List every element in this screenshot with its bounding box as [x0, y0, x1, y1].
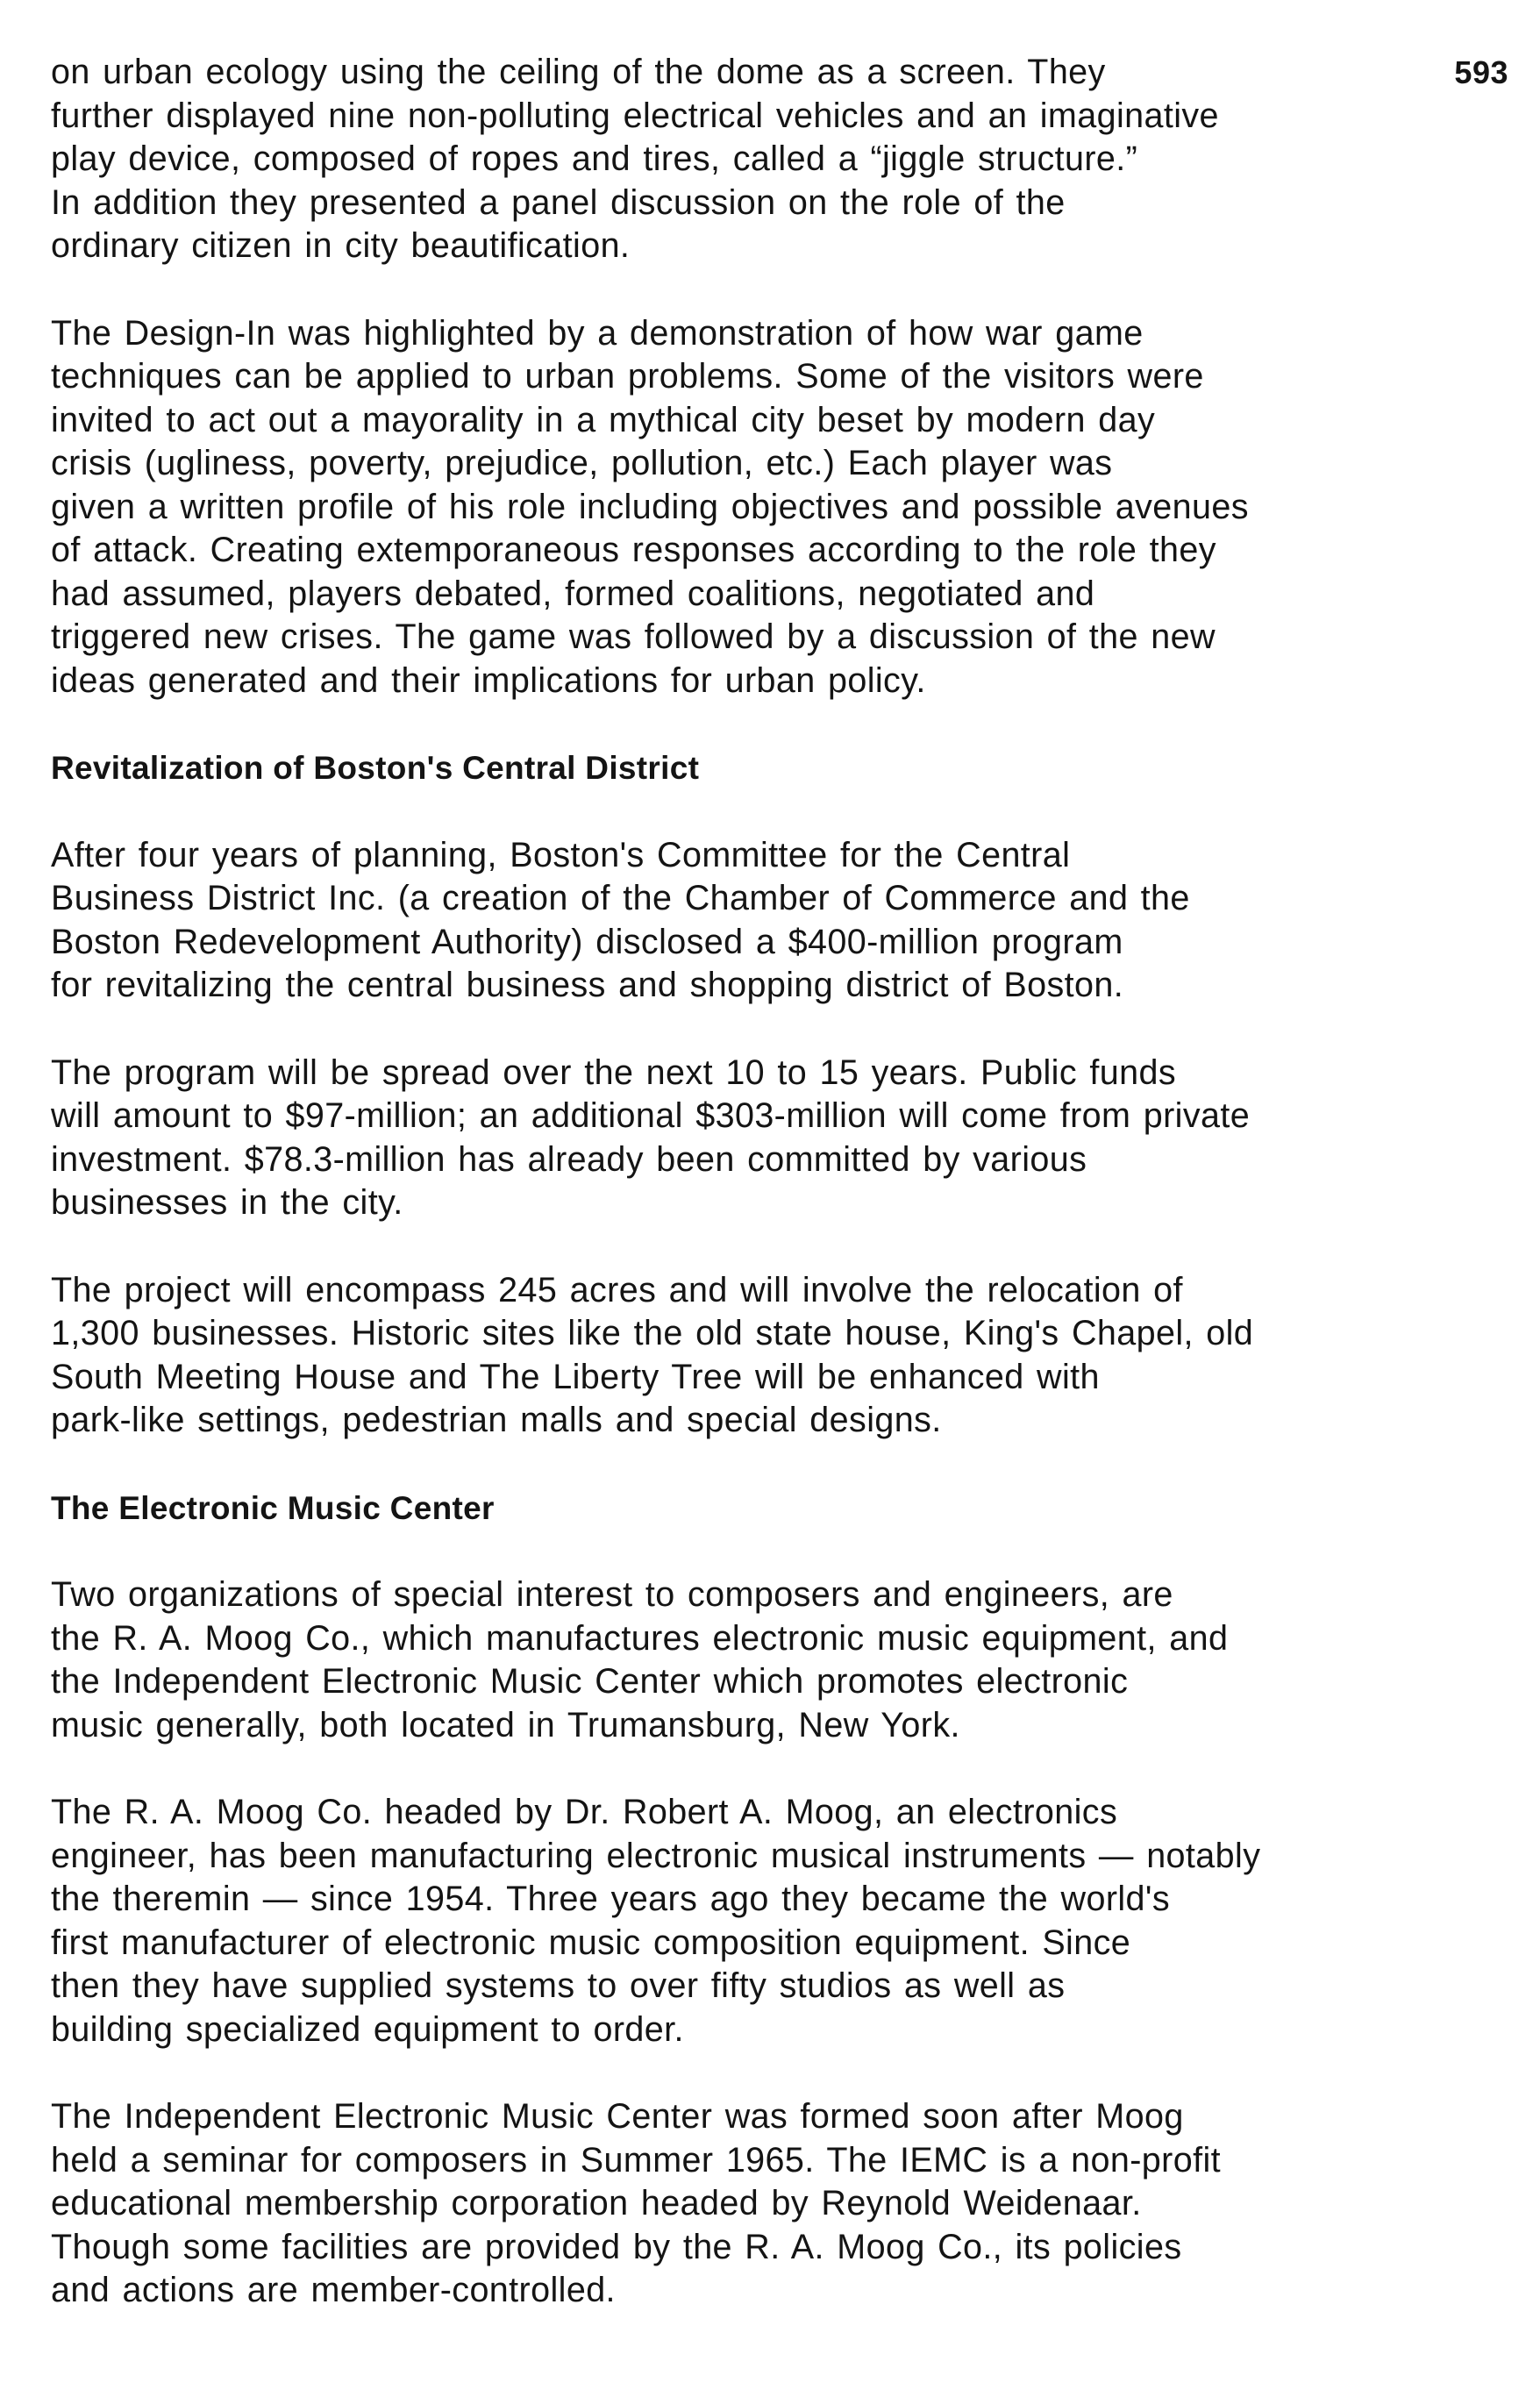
paragraph-boston-scope: The project will encompass 245 acres and will involve the relocation of 1,300 businesses. Historic sites like the old state house, King's Chapel, old South Meeting House and The Liberty Tree will be enhanced with park-like settings, pedestrian malls and special designs.	[51, 1270, 1254, 1439]
paragraph-boston-funding: The program will be spread over the next 10 to 15 years. Public funds will amount to $97-million; an additional $303-million will come from private investment. $78.3-million has already been committed by various businesses in the city.	[51, 1052, 1251, 1222]
paragraph-gap	[51, 1443, 1314, 1487]
paragraph-gap	[51, 790, 1314, 834]
paragraph-iemc: The Independent Electronic Music Center was formed soon after Moog held a seminar for composers in Summer 1965. The IEMC is a non-profit educational membership corporation headed by Reynold Weidenaar. Though some facilities are provided by the R. A. Moog Co., its policies and actions are member-controlled.	[51, 2097, 1222, 2309]
paragraph-gap	[51, 1747, 1314, 1791]
paragraph-moog-company: The R. A. Moog Co. headed by Dr. Robert A. Moog, an electronics engineer, has been manufacturing electronic musical instruments — notably the theremin — since 1954. Three years ago they became the world's first manufacturer of electronic music composition equipment. Since then they have supplied systems to over fifty studios as well as building specialized equipment to order.	[51, 1793, 1261, 2049]
paragraph-organizations: Two organizations of special interest to composers and engineers, are the R. A. Moog Co., which manufactures electronic music equipment, and the Independent Electronic Music Center which promotes electronic music generally, both located in Trumansburg, New York.	[51, 1575, 1229, 1744]
paragraph-gap	[51, 1225, 1314, 1269]
paragraph-gap	[51, 2051, 1314, 2095]
paragraph-gap	[51, 1530, 1314, 1573]
heading-boston-revitalization: Revitalization of Boston's Central District	[51, 750, 700, 786]
page-body	[51, 51, 1314, 2313]
heading-electronic-music-center: The Electronic Music Center	[51, 1489, 495, 1526]
page-number: 593	[1454, 54, 1508, 90]
paragraph-war-game: The Design-In was highlighted by a demonstration of how war game techniques can be applied to urban problems. Some of the visitors were invited to act out a mayorality in a mythical city beset by modern day crisis (ugliness, poverty, prejudice, pollution, etc.) Each player was given a written profile of his role including objectives and possible avenues of attack. Creating extemporaneous responses according to the role they had assumed, players debated, formed coalitions, negotiated and triggered new crises. The game was followed by a discussion of the new ideas generated and their implications for urban policy.	[51, 313, 1249, 700]
paragraph-gap	[51, 703, 1314, 746]
paragraph-design-in-exhibits: on urban ecology using the ceiling of the dome as a screen. They further displayed nine non-polluting electrical vehicles and an imaginative play device, composed of ropes and tires, called a “jiggle structure.” In addition they presented a panel discussion on the role of the ordinary citizen in city beautification.	[51, 53, 1219, 265]
paragraph-boston-program: After four years of planning, Boston's Committee for the Central Business District Inc. (a creation of the Chamber of Commerce and the Boston Redevelopment Authority) disclosed a $400-million program for revitalizing the central business and shopping district of Boston.	[51, 835, 1190, 1004]
paragraph-gap	[51, 1008, 1314, 1052]
paragraph-gap	[51, 268, 1314, 312]
